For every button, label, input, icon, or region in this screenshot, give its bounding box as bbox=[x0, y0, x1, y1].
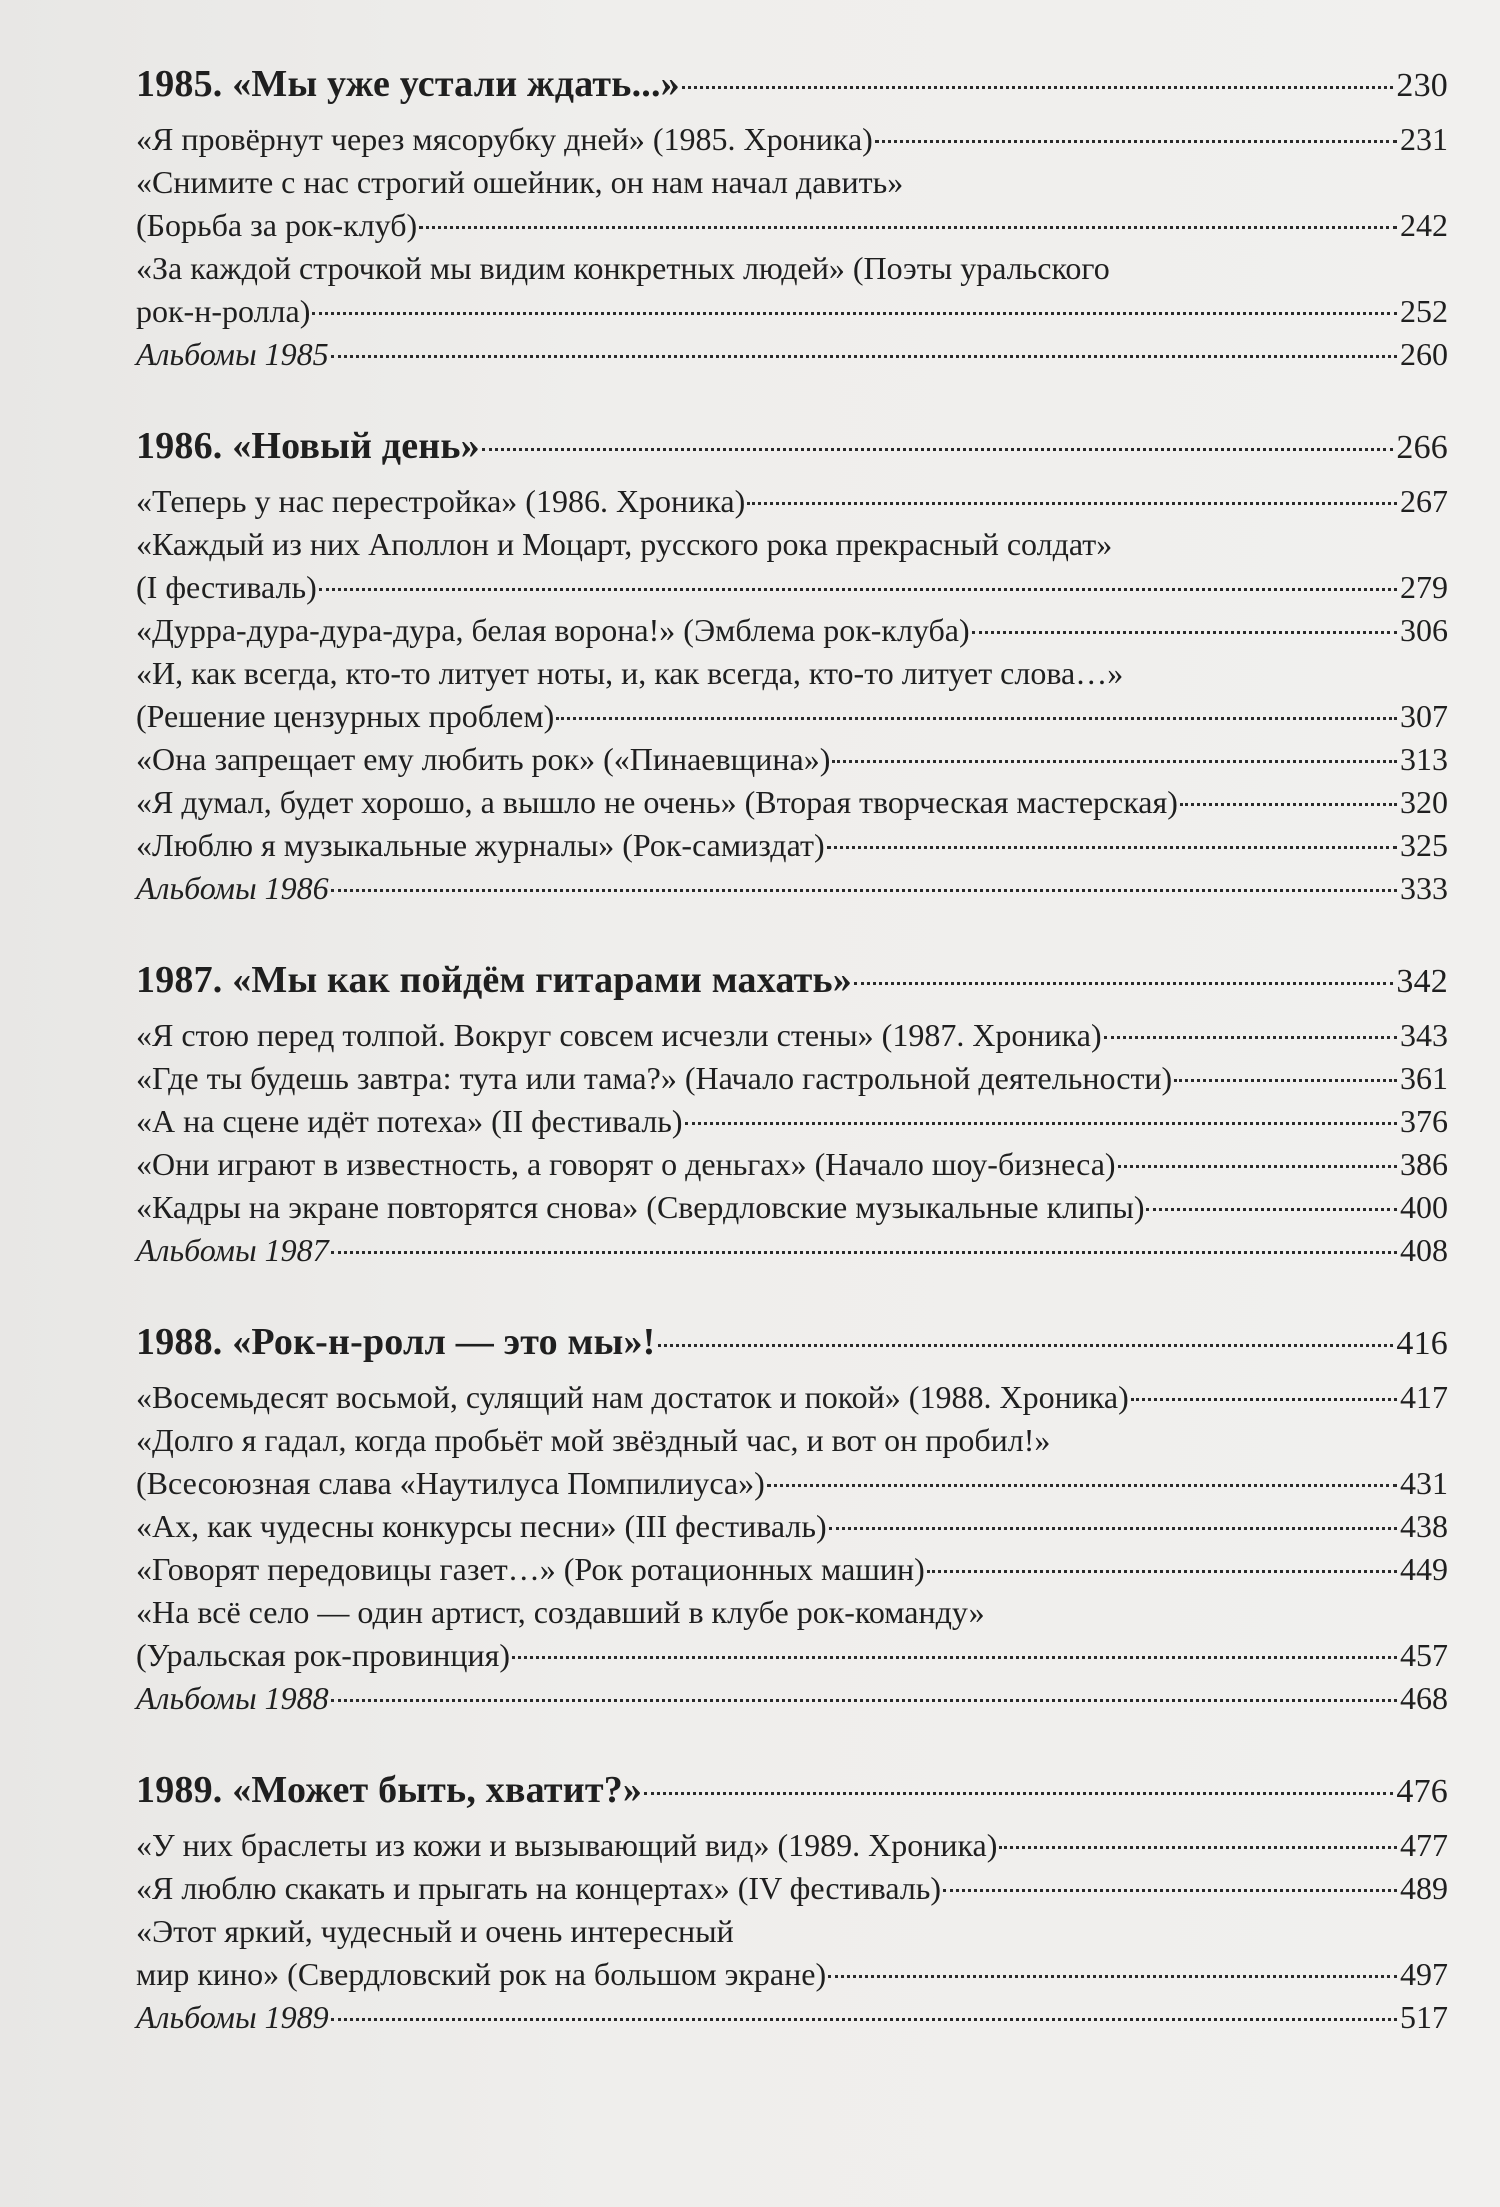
albums-entry bbox=[136, 1996, 1448, 2039]
entry-text: «Где ты будешь завтра: тута или тама?» (Начало гастрольной деятельности) bbox=[136, 1060, 1173, 1096]
page-number: 468 bbox=[1400, 1680, 1448, 1716]
section-heading bbox=[136, 1316, 1448, 1370]
entry-line bbox=[136, 290, 1448, 333]
page-number: 320 bbox=[1400, 784, 1448, 820]
page-number: 517 bbox=[1400, 1999, 1448, 2035]
entry-text: Альбомы 1989 bbox=[136, 1999, 329, 2035]
albums-entry bbox=[136, 867, 1448, 910]
entry-line bbox=[136, 1229, 1448, 1272]
toc-section bbox=[136, 1764, 1448, 2039]
entry-text: «Теперь у нас перестройка» (1986. Хроника) bbox=[136, 483, 746, 519]
toc-entry bbox=[136, 1867, 1448, 1910]
entry-line bbox=[136, 1057, 1448, 1100]
entry-line bbox=[136, 118, 1448, 161]
entry-text: «Ах, как чудесны конкурсы песни» (III фестиваль) bbox=[136, 1508, 827, 1544]
page-number: 342 bbox=[1396, 963, 1448, 1000]
toc-section bbox=[136, 420, 1448, 910]
page-number: 242 bbox=[1400, 207, 1448, 243]
page-number: 267 bbox=[1400, 483, 1448, 519]
section-heading bbox=[136, 58, 1448, 112]
page-number: 266 bbox=[1396, 429, 1448, 466]
entry-text: мир кино» (Свердловский рок на большом экране) bbox=[136, 1956, 827, 1992]
toc-entry bbox=[136, 161, 1448, 247]
entry-line bbox=[136, 867, 1448, 910]
entry-line bbox=[136, 480, 1448, 523]
page-number: 476 bbox=[1396, 1773, 1448, 1810]
page-number: 333 bbox=[1400, 870, 1448, 906]
toc-entry bbox=[136, 738, 1448, 781]
entry-text: Альбомы 1987 bbox=[136, 1232, 329, 1268]
entry-line bbox=[136, 609, 1448, 652]
page-number: 279 bbox=[1400, 569, 1448, 605]
toc-entry bbox=[136, 523, 1448, 609]
entry-text: (Борьба за рок-клуб) bbox=[136, 207, 418, 243]
page-number: 386 bbox=[1400, 1146, 1448, 1182]
entry-line bbox=[136, 1824, 1448, 1867]
dot-leader bbox=[512, 1656, 1397, 1659]
toc-entry bbox=[136, 609, 1448, 652]
entry-text: Альбомы 1986 bbox=[136, 870, 329, 906]
page-number: 416 bbox=[1396, 1325, 1448, 1362]
dot-leader bbox=[482, 448, 1394, 451]
entry-text: «Говорят передовицы газет…» (Рок ротационных машин) bbox=[136, 1551, 925, 1587]
entry-line bbox=[136, 204, 1448, 247]
dot-leader bbox=[331, 1699, 1397, 1702]
section-heading bbox=[136, 1764, 1448, 1818]
entry-line bbox=[136, 1419, 1448, 1462]
entry-line bbox=[136, 566, 1448, 609]
entry-line bbox=[136, 695, 1448, 738]
toc-entry bbox=[136, 1186, 1448, 1229]
entry-text: «Восемьдесят восьмой, сулящий нам достаток и покой» (1988. Хроника) bbox=[136, 1379, 1129, 1415]
toc-entry bbox=[136, 781, 1448, 824]
entry-line bbox=[136, 781, 1448, 824]
dot-leader bbox=[1146, 1208, 1397, 1211]
dot-leader bbox=[875, 140, 1397, 143]
dot-leader bbox=[1104, 1036, 1397, 1039]
section-title: 1986. «Новый день» bbox=[136, 425, 480, 467]
entry-line bbox=[136, 1143, 1448, 1186]
entry-text: (Решение цензурных проблем) bbox=[136, 698, 555, 734]
albums-entry bbox=[136, 333, 1448, 376]
entry-text: «Каждый из них Аполлон и Моцарт, русского рока прекрасный солдат» bbox=[136, 526, 1113, 562]
entry-line bbox=[136, 247, 1448, 290]
section-title: 1987. «Мы как пойдём гитарами махать» bbox=[136, 959, 853, 1001]
toc-entry bbox=[136, 1910, 1448, 1996]
entry-line bbox=[136, 738, 1448, 781]
page-number: 400 bbox=[1400, 1189, 1448, 1225]
dot-leader bbox=[747, 502, 1397, 505]
entry-text: «Я думал, будет хорошо, а вышло не очень» (Вторая творческая мастерская) bbox=[136, 784, 1178, 820]
toc-section bbox=[136, 954, 1448, 1272]
entry-text: Альбомы 1985 bbox=[136, 336, 329, 372]
page-number: 457 bbox=[1400, 1637, 1448, 1673]
dot-leader bbox=[556, 717, 1397, 720]
toc-entry bbox=[136, 118, 1448, 161]
toc-entry bbox=[136, 824, 1448, 867]
albums-entry bbox=[136, 1677, 1448, 1720]
albums-entry bbox=[136, 1229, 1448, 1272]
toc-entry bbox=[136, 1548, 1448, 1591]
entry-line bbox=[136, 1186, 1448, 1229]
dot-leader bbox=[685, 1122, 1397, 1125]
entry-line bbox=[136, 652, 1448, 695]
section-heading bbox=[136, 420, 1448, 474]
entry-text: «Она запрещает ему любить рок» («Пинаевщина») bbox=[136, 741, 831, 777]
dot-leader bbox=[1174, 1079, 1397, 1082]
page-number: 431 bbox=[1400, 1465, 1448, 1501]
page-number: 306 bbox=[1400, 612, 1448, 648]
dot-leader bbox=[658, 1344, 1394, 1347]
entry-text: «Долго я гадал, когда пробьёт мой звёздный час, и вот он пробил!» bbox=[136, 1422, 1051, 1458]
page-number: 361 bbox=[1400, 1060, 1448, 1096]
section-title: 1985. «Мы уже устали ждать...» bbox=[136, 63, 680, 105]
page-number: 497 bbox=[1400, 1956, 1448, 1992]
entry-line bbox=[136, 333, 1448, 376]
toc-entry bbox=[136, 480, 1448, 523]
entry-text: «У них браслеты из кожи и вызывающий вид» (1989. Хроника) bbox=[136, 1827, 998, 1863]
entry-line bbox=[136, 1867, 1448, 1910]
entry-text: «Люблю я музыкальные журналы» (Рок-самиздат) bbox=[136, 827, 825, 863]
entry-line bbox=[136, 161, 1448, 204]
page-number: 325 bbox=[1400, 827, 1448, 863]
dot-leader bbox=[1131, 1398, 1397, 1401]
page-number: 408 bbox=[1400, 1232, 1448, 1268]
entry-text: «А на сцене идёт потеха» (II фестиваль) bbox=[136, 1103, 683, 1139]
dot-leader bbox=[767, 1484, 1397, 1487]
entry-text: (Уральская рок-провинция) bbox=[136, 1637, 511, 1673]
dot-leader bbox=[419, 226, 1397, 229]
dot-leader bbox=[829, 1527, 1397, 1530]
entry-line bbox=[136, 1100, 1448, 1143]
entry-line bbox=[136, 1376, 1448, 1419]
page-number: 449 bbox=[1400, 1551, 1448, 1587]
toc-entry bbox=[136, 1057, 1448, 1100]
page-number: 252 bbox=[1400, 293, 1448, 329]
dot-leader bbox=[927, 1570, 1397, 1573]
entry-text: рок-н-ролла) bbox=[136, 293, 311, 329]
toc-entry bbox=[136, 1376, 1448, 1419]
dot-leader bbox=[319, 588, 1397, 591]
dot-leader bbox=[331, 889, 1397, 892]
dot-leader bbox=[682, 86, 1394, 89]
entry-text: «За каждой строчкой мы видим конкретных людей» (Поэты уральского bbox=[136, 250, 1110, 286]
dot-leader bbox=[331, 2018, 1397, 2021]
dot-leader bbox=[943, 1889, 1397, 1892]
entry-line bbox=[136, 1953, 1448, 1996]
page-number: 438 bbox=[1400, 1508, 1448, 1544]
toc-entry bbox=[136, 247, 1448, 333]
entry-line bbox=[136, 1505, 1448, 1548]
entry-text: (I фестиваль) bbox=[136, 569, 317, 605]
section-heading bbox=[136, 954, 1448, 1008]
page-number: 230 bbox=[1396, 67, 1448, 104]
page-number: 489 bbox=[1400, 1870, 1448, 1906]
dot-leader bbox=[1180, 803, 1397, 806]
toc-entry bbox=[136, 1419, 1448, 1505]
entry-text: «Я люблю скакать и прыгать на концертах» (IV фестиваль) bbox=[136, 1870, 942, 1906]
dot-leader bbox=[832, 760, 1397, 763]
entry-text: «И, как всегда, кто-то литует ноты, и, как всегда, кто-то литует слова…» bbox=[136, 655, 1124, 691]
entry-line bbox=[136, 1591, 1448, 1634]
toc-entry bbox=[136, 1014, 1448, 1057]
dot-leader bbox=[972, 631, 1397, 634]
dot-leader bbox=[1118, 1165, 1397, 1168]
entry-line bbox=[136, 1677, 1448, 1720]
entry-line bbox=[136, 523, 1448, 566]
entry-text: «Я провёрнут через мясорубку дней» (1985. Хроника) bbox=[136, 121, 873, 157]
entry-line bbox=[136, 1996, 1448, 2039]
toc-entry bbox=[136, 1505, 1448, 1548]
page-number: 307 bbox=[1400, 698, 1448, 734]
entry-text: Альбомы 1988 bbox=[136, 1680, 329, 1716]
section-title: 1989. «Может быть, хватит?» bbox=[136, 1769, 643, 1811]
page-number: 417 bbox=[1400, 1379, 1448, 1415]
entry-line bbox=[136, 824, 1448, 867]
entry-text: «Этот яркий, чудесный и очень интересный bbox=[136, 1913, 734, 1949]
toc-entry bbox=[136, 652, 1448, 738]
toc-entry bbox=[136, 1143, 1448, 1186]
toc-section bbox=[136, 1316, 1448, 1720]
toc-section bbox=[136, 58, 1448, 376]
section-title: 1988. «Рок-н-ролл — это мы»! bbox=[136, 1321, 656, 1363]
dot-leader bbox=[644, 1792, 1393, 1795]
entry-line bbox=[136, 1910, 1448, 1953]
dot-leader bbox=[331, 1251, 1397, 1254]
toc-entry bbox=[136, 1100, 1448, 1143]
entry-line bbox=[136, 1462, 1448, 1505]
dot-leader bbox=[828, 1975, 1397, 1978]
entry-text: «Кадры на экране повторятся снова» (Свердловские музыкальные клипы) bbox=[136, 1189, 1145, 1225]
entry-line bbox=[136, 1014, 1448, 1057]
toc-entry bbox=[136, 1591, 1448, 1677]
entry-text: «Они играют в известность, а говорят о деньгах» (Начало шоу-бизнеса) bbox=[136, 1146, 1116, 1182]
dot-leader bbox=[854, 982, 1393, 985]
entry-text: «Я стою перед толпой. Вокруг совсем исчезли стены» (1987. Хроника) bbox=[136, 1017, 1102, 1053]
entry-line bbox=[136, 1634, 1448, 1677]
page-number: 376 bbox=[1400, 1103, 1448, 1139]
entry-text: (Всесоюзная слава «Наутилуса Помпилиуса») bbox=[136, 1465, 765, 1501]
table-of-contents bbox=[136, 58, 1448, 2039]
entry-text: «Снимите с нас строгий ошейник, он нам начал давить» bbox=[136, 164, 904, 200]
toc-entry bbox=[136, 1824, 1448, 1867]
page-number: 343 bbox=[1400, 1017, 1448, 1053]
dot-leader bbox=[999, 1846, 1397, 1849]
page-number: 477 bbox=[1400, 1827, 1448, 1863]
dot-leader bbox=[827, 846, 1397, 849]
page-number: 260 bbox=[1400, 336, 1448, 372]
entry-line bbox=[136, 1548, 1448, 1591]
entry-text: «На всё село — один артист, создавший в клубе рок-команду» bbox=[136, 1594, 985, 1630]
dot-leader bbox=[331, 355, 1397, 358]
dot-leader bbox=[312, 312, 1397, 315]
page-number: 231 bbox=[1400, 121, 1448, 157]
page-number: 313 bbox=[1400, 741, 1448, 777]
entry-text: «Дурра-дура-дура-дура, белая ворона!» (Эмблема рок-клуба) bbox=[136, 612, 970, 648]
